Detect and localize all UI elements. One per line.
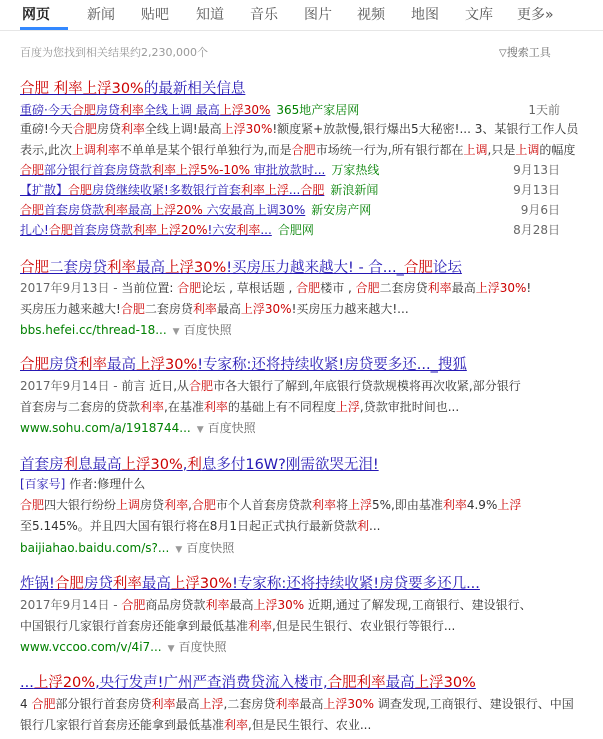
highlighted-keyword: 上浮30% [170, 576, 233, 592]
result-url[interactable]: bbs.hefei.cc/thread-18... [20, 323, 167, 337]
text-segment: 最高 [216, 302, 241, 316]
text-segment: 息最高 [78, 457, 122, 473]
highlighted-keyword: 利率 [427, 281, 452, 295]
highlighted-keyword: 合肥 [300, 183, 325, 197]
highlighted-keyword: 合肥 [68, 183, 93, 197]
text-segment: 最高 [175, 697, 200, 711]
text-segment: 的基础上有不同程度 [227, 400, 336, 414]
text-segment: 2017年9月14日 - [20, 379, 122, 393]
highlighted-keyword: 合肥 [31, 697, 56, 711]
highlighted-keyword: 上浮30% [253, 598, 305, 612]
text-segment: 重磅!今天 [20, 122, 73, 136]
text-segment: 的幅度 [539, 143, 576, 157]
text-segment: 最高 [107, 357, 136, 373]
highlighted-keyword: 合肥 [20, 498, 45, 512]
result-author-row [20, 474, 580, 495]
text-segment: , [188, 498, 192, 512]
highlighted-keyword: 上浮30% [121, 457, 183, 473]
text-segment: 论坛 [432, 260, 462, 276]
news-link[interactable] [20, 163, 325, 177]
text-segment: 房贷 [49, 357, 78, 373]
highlighted-keyword: 利率 [140, 400, 165, 414]
tab-images[interactable]: 图片 [304, 7, 332, 23]
highlighted-keyword: 利率 [248, 619, 273, 633]
text-segment: 商品房贷款 [145, 598, 206, 612]
text-segment: 5%,即由基准 [371, 498, 443, 512]
news-source: 365地产家居网 [276, 103, 360, 117]
text-segment: 近期,通过了解发现,工商银行、建设银行、 [304, 598, 532, 612]
text-segment: 2017年9月14日 - [20, 598, 122, 612]
highlighted-keyword: 合肥 [403, 260, 433, 276]
text-segment: 最高 [229, 598, 254, 612]
highlighted-keyword: 合肥 [355, 281, 380, 295]
highlighted-keyword: 利率上浮5%-10% [152, 163, 251, 177]
result-url-row [20, 321, 232, 338]
news-row[interactable] [20, 201, 560, 219]
dropdown-caret-icon[interactable]: ▼ [175, 545, 183, 555]
result-title-4[interactable] [20, 572, 595, 593]
highlighted-keyword: 上浮30% [240, 302, 292, 316]
highlighted-keyword: 利率 [442, 498, 467, 512]
highlighted-keyword: 利率 [151, 697, 176, 711]
result-desc-line [20, 516, 580, 537]
text-segment: !买房压力越来越大!... [291, 302, 409, 316]
news-link[interactable] [20, 103, 270, 117]
vertical-tabs [0, 0, 603, 31]
result-url-row [20, 419, 256, 436]
highlighted-keyword: 合肥 [291, 143, 316, 157]
highlighted-keyword: 合肥 [20, 357, 49, 373]
highlighted-keyword: 上浮30% [475, 281, 527, 295]
text-segment: , [182, 457, 188, 473]
text-segment: 最高 [141, 576, 171, 592]
text-segment: 不单单是某个银行单独行为,而是 [119, 143, 292, 157]
result-url[interactable]: www.vccoo.com/v/4i7... [20, 640, 162, 654]
text-segment: ... [288, 183, 301, 197]
tab-news[interactable]: 新闻 [87, 7, 115, 23]
result-count: 百度为您找到相关结果约2,230,000个 [20, 46, 208, 59]
text-segment: ,在基准 [164, 400, 204, 414]
snapshot-link[interactable]: 百度快照 [186, 541, 235, 555]
text-segment: 市场统一行为,所有银行都在 [315, 143, 464, 157]
highlighted-keyword: 合肥 [191, 498, 216, 512]
text-segment: 市各大银行了解到,年底银行贷款规模将再次收紧,部分银行 [213, 379, 521, 393]
highlighted-keyword: 合肥 [54, 576, 84, 592]
result-desc-line [20, 299, 580, 320]
text-segment: 至5.145%。并且四大国有银行将在8月1日起正式执行最新贷款 [20, 519, 358, 533]
result-title-3[interactable] [20, 453, 595, 474]
highlighted-keyword: 合肥 [20, 163, 45, 177]
highlighted-keyword: 上浮 [199, 697, 224, 711]
highlighted-keyword: 上浮20% [152, 203, 203, 217]
highlighted-keyword: 利率 [119, 103, 144, 117]
highlighted-keyword: 上浮20% [33, 675, 96, 691]
text-segment: ... [369, 519, 381, 533]
search-tools-button[interactable] [499, 44, 551, 60]
text-segment: ,贷款审批时间也... [359, 400, 460, 414]
tab-music[interactable]: 音乐 [250, 7, 278, 23]
text-segment: 银行几家银行首套房还能拿到最低基准 [20, 718, 225, 732]
dropdown-caret-icon[interactable]: ▼ [167, 644, 175, 654]
highlighted-keyword: 利率 [205, 598, 230, 612]
tab-wenku[interactable]: 文库 [465, 7, 493, 23]
highlighted-keyword: 上调 [515, 143, 540, 157]
text-segment: 六安最高上调30% [202, 203, 306, 217]
text-segment: 调查发现,工商银行、建设银行、中国 [374, 697, 574, 711]
result-url[interactable]: www.sohu.com/a/1918744... [20, 421, 191, 435]
text-segment: ! [526, 281, 532, 295]
highlighted-keyword: 利率 [104, 203, 129, 217]
text-segment: 买房压力越来越大! [20, 302, 121, 316]
text-segment: 扎心! [20, 223, 49, 237]
news-link[interactable] [20, 203, 305, 217]
text-segment: 楼市 , [320, 281, 356, 295]
highlighted-keyword: 上浮30% [165, 260, 227, 276]
text-segment: 中国银行几家银行首套房还能拿到最低基准 [20, 619, 249, 633]
news-date: 8月28日 [513, 223, 560, 237]
text-segment: ,但是民生银行、农业银行等银行... [272, 619, 456, 633]
news-date: 9月6日 [520, 203, 560, 217]
result-url-row [20, 539, 234, 556]
highlighted-keyword: 利 [63, 457, 78, 473]
text-segment: 论坛 , 草根话题 , [201, 281, 297, 295]
news-source: 新安房产网 [311, 203, 372, 217]
news-date: 9月13日 [513, 163, 560, 177]
text-segment: ,但是民生银行、农业... [248, 718, 372, 732]
text-segment: !专家称:还将持续收紧!房贷要多还几... [232, 576, 480, 592]
highlighted-keyword: 利率 [224, 718, 249, 732]
snapshot-link[interactable]: 百度快照 [178, 640, 227, 654]
text-segment: 房贷继续收紧!多数银行首套 [92, 183, 241, 197]
highlighted-keyword: 利率 [356, 675, 386, 691]
result-desc-line [20, 694, 580, 715]
text-segment: 二套房贷 [379, 281, 428, 295]
text-segment: 最高 [451, 281, 476, 295]
text-segment: 部分银行首套房贷款 [44, 163, 153, 177]
text-segment: 【扩散】 [20, 183, 69, 197]
highlighted-keyword: 利率上浮 [240, 183, 289, 197]
result-desc-line [20, 278, 580, 299]
text-segment: 4.9% [466, 498, 498, 512]
highlighted-keyword: 上浮 [335, 400, 360, 414]
text-segment: 最高 [136, 260, 165, 276]
news-link[interactable] [20, 223, 272, 237]
highlighted-keyword: 合肥 [121, 598, 146, 612]
result-url[interactable]: baijiahao.baidu.com/s?... [20, 541, 170, 555]
tab-zhidao[interactable]: 知道 [196, 7, 224, 23]
news-source: 新浪新闻 [330, 183, 379, 197]
tab-more[interactable]: 更多» [517, 7, 554, 23]
highlighted-keyword: 合肥 [72, 122, 97, 136]
text-segment: 当前位置: [121, 281, 178, 295]
highlighted-keyword: 合肥 [189, 379, 214, 393]
highlighted-keyword: 上调 [463, 143, 488, 157]
result-desc-line [20, 397, 580, 418]
text-segment: 市个人首套房贷款 [215, 498, 312, 512]
text-segment: 最高 [299, 697, 324, 711]
result-title-2[interactable] [20, 353, 595, 374]
text-segment: ,只是 [487, 143, 516, 157]
highlighted-keyword: 合肥 [120, 302, 145, 316]
highlighted-keyword: 合肥 [296, 281, 321, 295]
news-row[interactable] [20, 221, 560, 239]
text-segment: 重磅·今天 [20, 103, 72, 117]
news-row[interactable] [20, 161, 560, 179]
text-segment: ,二套房贷 [223, 697, 276, 711]
result-desc-line [20, 616, 580, 637]
highlighted-keyword: 合肥 [20, 203, 45, 217]
text-segment: 全线上调 最高 [143, 103, 220, 117]
highlighted-keyword: 合肥 [71, 103, 96, 117]
text-segment: !六安 [207, 223, 237, 237]
highlighted-keyword: 利率 [311, 498, 336, 512]
text-segment: ,央行发声!广州严查消费贷流入楼市, [95, 675, 328, 691]
text-segment: 全线上调!最高 [144, 122, 222, 136]
text-segment: 首套房贷款 [72, 223, 133, 237]
highlighted-keyword: 上浮30% [219, 103, 271, 117]
tab-web[interactable]: 网页 [22, 7, 50, 23]
search-tools-label: 搜索工具 [506, 46, 551, 59]
text-segment: 四大银行纷纷 [44, 498, 117, 512]
news-link[interactable] [20, 183, 324, 197]
text-segment: 将 [335, 498, 348, 512]
text-segment: ... [20, 675, 34, 691]
highlighted-keyword: 上浮30% [221, 122, 273, 136]
text-segment: 炸锅! [20, 576, 55, 592]
text-segment: 息多付16W?刚需欲哭无泪! [201, 457, 379, 473]
result-url-row [20, 638, 227, 655]
text-segment: ... [260, 223, 272, 237]
text-segment: 的最新相关信息 [143, 81, 246, 97]
highlighted-keyword: 上浮30% [323, 697, 375, 711]
dropdown-caret-icon[interactable]: ▼ [196, 425, 204, 435]
result-desc-line [20, 595, 580, 616]
snapshot-link[interactable]: 百度快照 [183, 323, 232, 337]
filter-icon: ▽ [499, 48, 507, 59]
highlighted-keyword: 利率上浮20% [132, 223, 208, 237]
highlighted-keyword: 上调 [116, 498, 141, 512]
text-segment: 首套房贷款 [44, 203, 105, 217]
text-segment: 前言 近日,从 [121, 379, 190, 393]
highlighted-keyword: 上浮 [347, 498, 372, 512]
result-desc-line [20, 495, 580, 516]
highlighted-keyword: 利率 [112, 576, 142, 592]
highlighted-keyword: 上浮30% [136, 357, 198, 373]
text-segment: 2017年9月13日 - [20, 281, 122, 295]
result-desc-line [20, 376, 580, 397]
tab-video[interactable]: 视频 [357, 7, 385, 23]
highlighted-keyword: 合肥 [177, 281, 202, 295]
news-row[interactable] [20, 181, 560, 199]
news-date: 9月13日 [513, 183, 560, 197]
result-title-5[interactable] [20, 671, 595, 692]
news-row[interactable] [20, 101, 560, 119]
news-date: 1天前 [528, 103, 560, 117]
news-summary [20, 119, 580, 161]
text-segment: 房贷 [95, 103, 120, 117]
tab-map[interactable]: 地图 [411, 7, 439, 23]
text-segment: 4 [20, 697, 32, 711]
highlighted-keyword: 利率 [78, 357, 107, 373]
text-segment: 最高 [128, 203, 153, 217]
text-segment: 房贷 [140, 498, 165, 512]
highlighted-keyword: 利率 [164, 498, 189, 512]
result-desc-line [20, 715, 580, 736]
highlighted-keyword: 上浮30% [414, 675, 476, 691]
text-segment: !买房压力越来越大! - 合..._ [226, 260, 404, 276]
highlighted-keyword: 利率 [275, 697, 300, 711]
text-segment: 房贷 [83, 576, 113, 592]
highlighted-keyword: 利 [357, 519, 370, 533]
text-segment: 审批放款时... [250, 163, 326, 177]
highlighted-keyword: 合肥 [20, 260, 49, 276]
text-segment: 二套房贷 [49, 260, 107, 276]
highlighted-keyword: 上调利率 [71, 143, 120, 157]
author-label: 作者:修理什么 [65, 477, 146, 491]
text-segment: 房贷 [96, 122, 121, 136]
text-segment: 最高 [385, 675, 415, 691]
highlighted-keyword: 上浮 [497, 498, 522, 512]
tab-tieba[interactable]: 贴吧 [141, 7, 169, 23]
highlighted-keyword: 合肥 利率上浮30% [20, 81, 144, 97]
active-tab-indicator [20, 27, 68, 30]
news-source: 合肥网 [277, 223, 314, 237]
text-segment: !额度紧+放款慢,银行爆出5大秘密!... 3、某银行工作人员表示,此次 [20, 122, 579, 157]
highlighted-keyword: 利率 [192, 302, 217, 316]
result-title-1[interactable] [20, 256, 595, 277]
highlighted-keyword: 利 [187, 457, 202, 473]
highlighted-keyword: 利率 [120, 122, 145, 136]
highlighted-keyword: 利率 [107, 260, 136, 276]
text-segment: 首套房与二套房的贷款 [20, 400, 141, 414]
highlighted-keyword: 利率 [236, 223, 261, 237]
text-segment: 首套房 [20, 457, 64, 473]
baijiahao-tag[interactable]: [百家号] [20, 477, 66, 491]
text-segment: 部分银行首套房贷 [55, 697, 152, 711]
news-source: 万家热线 [331, 163, 380, 177]
news-block-title[interactable] [20, 77, 595, 98]
highlighted-keyword: 合肥 [48, 223, 73, 237]
text-segment: !专家称:还将持续收紧!房贷要多还..._搜狐 [197, 357, 467, 373]
text-segment: 二套房贷 [144, 302, 193, 316]
highlighted-keyword: 合肥 [327, 675, 357, 691]
snapshot-link[interactable]: 百度快照 [207, 421, 256, 435]
highlighted-keyword: 利率 [203, 400, 228, 414]
dropdown-caret-icon[interactable]: ▼ [172, 327, 180, 337]
